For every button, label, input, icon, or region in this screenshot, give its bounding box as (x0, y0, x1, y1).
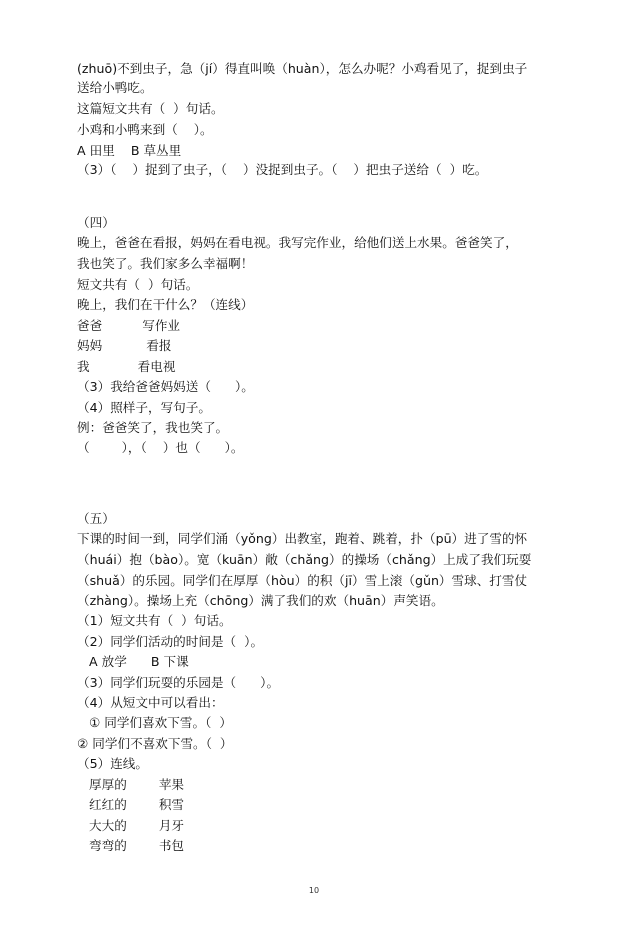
text-line: (zhuō)不到虫子，急（jí）得直叫唤（huàn），怎么办呢？小鸡看见了，捉到虫子 (77, 61, 528, 76)
text-line: （2）同学们活动的时间是（ ）。 (77, 634, 264, 649)
text-line: （3）我给爸爸妈妈送（ ）。 (77, 379, 254, 394)
text-line: （3）同学们玩耍的乐园是（ ）。 (77, 675, 280, 690)
text-line: （shuǎ）的乐园。同学们在厚厚（hòu）的积（jī）雪上滚（gǔn）雪球、打雪仗 (77, 573, 528, 588)
match-line: 红红的 积雪 (77, 797, 185, 812)
text-line: ① 同学们喜欢下雪。（ ） (77, 715, 232, 730)
text-line: 小鸡和小鸭来到（ ）。 (77, 122, 213, 137)
text-line: 短文共有（ ）句话。 (77, 277, 199, 292)
text-line: 这篇短文共有（ ）句话。 (77, 101, 224, 116)
text-line: （4）从短文中可以看出： (77, 695, 224, 710)
text-line: A 田里 B 草丛里 (77, 143, 182, 158)
text-line: 我也笑了。我们家多么幸福啊！ (77, 256, 254, 271)
match-line: 妈妈 看报 (77, 338, 172, 353)
match-line: 爸爸 写作业 (77, 318, 181, 333)
text-line: 例：爸爸笑了，我也笑了。 (77, 420, 229, 435)
text-line: A 放学 B 下课 (77, 654, 189, 669)
text-line: 晚上，爸爸在看报，妈妈在看电视。我写完作业，给他们送上水果。爸爸笑了， (77, 235, 518, 250)
text-line: （zhàng）。操场上充（chōng）满了我们的欢（huān）声笑语。 (77, 593, 444, 608)
text-line: ② 同学们不喜欢下雪。（ ） (77, 736, 233, 751)
text-line: 送给小鸭吃。 (77, 80, 153, 95)
section-heading: （四） (77, 215, 115, 230)
match-line: 厚厚的 苹果 (77, 777, 185, 792)
match-line: 大大的 月牙 (77, 818, 185, 833)
section-heading: （五） (77, 511, 115, 526)
text-line: （5）连线。 (77, 756, 148, 771)
text-line: （huái）抱（bào）。宽（kuān）敞（chǎng）的操场（chǎng）上成了我们玩耍 (77, 552, 532, 567)
match-line: 弯弯的 书包 (77, 838, 185, 853)
page-number: 10 (308, 886, 320, 895)
match-line: 我 看电视 (77, 359, 176, 374)
text-line: 下课的时间一到，同学们涌（yǒng）出教室，跑着、跳着，扑（pū）进了雪的怀 (77, 531, 528, 546)
text-line: （4）照样子，写句子。 (77, 400, 211, 415)
text-line: 晚上，我们在干什么？（连线） (77, 297, 254, 312)
text-line: （ ），（ ）也（ ）。 (77, 440, 244, 455)
text-line: （1）短文共有（ ）句话。 (77, 613, 232, 628)
text-line: （3）（ ）捉到了虫子，（ ）没捉到虫子。（ ）把虫子送给（ ）吃。 (77, 162, 488, 177)
